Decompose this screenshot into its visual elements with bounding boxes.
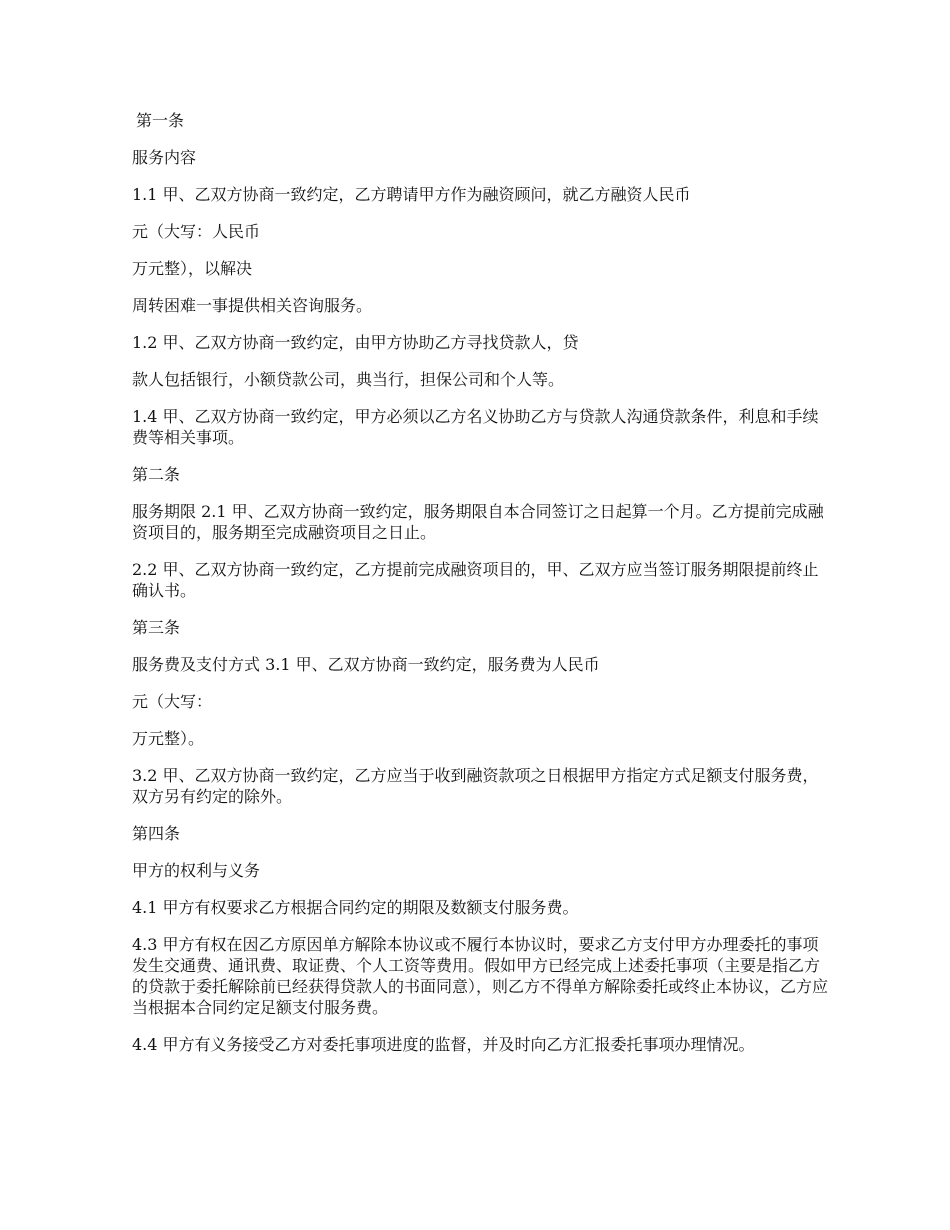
clause-1-1-amount-words: 元（大写：人民币 [132,222,261,241]
clause-4-3: 4.3 甲方有权在因乙方原因单方解除本协议或不履行本协议时，要求乙方支付甲方办理委托的事项发生交通费、通讯费、取证费、个人工资等费用。假如甲方已经完成上述委托事项（主要是指乙方的贷款于委托解除前已经获得贷款人的书面同意），则乙方不得单方解除委托或终止本协议，乙方应当根据本合同约定足额支付服务费。 [132,935,829,1017]
clause-3-1-amount-words: 元（大写： [132,692,213,711]
clause-2-1: 服务期限 2.1 甲、乙双方协商一致约定，服务期限自本合同签订之日起算一个月。乙方提前完成融资项目的，服务期至完成融资项目之日止。 [132,502,824,542]
clause-2-2: 2.2 甲、乙双方协商一致约定，乙方提前完成融资项目的，甲、乙双方应当签订服务期限提前终止确认书。 [132,560,819,600]
clause-3-2: 3.2 甲、乙双方协商一致约定，乙方应当于收到融资款项之日根据甲方指定方式足额支付服务费，双方另有约定的除外。 [132,766,819,806]
clause-3-1-amount-unit: 万元整）。 [132,729,205,748]
clause-3-1: 服务费及支付方式 3.1 甲、乙双方协商一致约定，服务费为人民币 [132,655,600,674]
clause-1-1-amount-unit: 万元整），以解决 [132,259,253,278]
article-3-heading: 第三条 [132,618,181,637]
clause-1-1-purpose: 周转困难一事提供相关咨询服务。 [132,296,373,315]
clause-1-2: 1.2 甲、乙双方协商一致约定，由甲方协助乙方寻找贷款人，贷 [132,333,579,352]
article-4-title: 甲方的权利与义务 [132,861,261,880]
article-1-heading: 第一条 [136,111,185,130]
article-1-title: 服务内容 [132,148,197,167]
article-4-heading: 第四条 [132,824,181,843]
clause-4-1: 4.1 甲方有权要求乙方根据合同约定的期限及数额支付服务费。 [132,898,579,917]
clause-1-4: 1.4 甲、乙双方协商一致约定，甲方必须以乙方名义协助乙方与贷款人沟通贷款条件，利息和手续费等相关事项。 [132,407,819,447]
article-2-heading: 第二条 [132,465,181,484]
clause-4-4: 4.4 甲方有义务接受乙方对委托事项进度的监督，并及时向乙方汇报委托事项办理情况。 [132,1035,755,1054]
clause-1-1: 1.1 甲、乙双方协商一致约定，乙方聘请甲方作为融资顾问，就乙方融资人民币 [132,185,691,204]
clause-1-2-lenders: 款人包括银行，小额贷款公司，典当行，担保公司和个人等。 [132,370,565,389]
